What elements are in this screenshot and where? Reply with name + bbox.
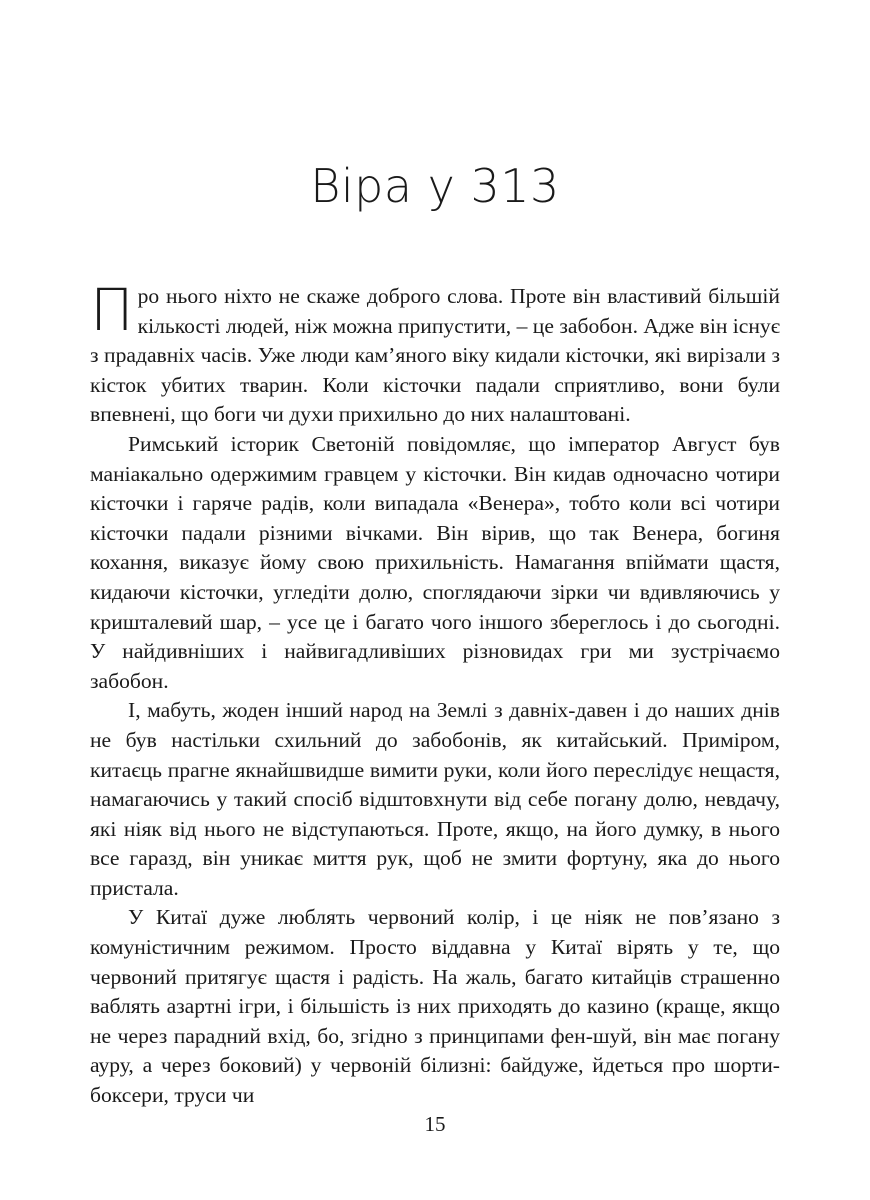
drop-cap: П [90, 276, 134, 344]
paragraph-1-text: ро нього ніхто не скаже доброго слова. Проте він властивий більшій кількості людей, ніж можна припустити, – це забобон. Адже він існує з прадавніх часів. Уже люди кам’яного віку кидали кісточки, які вирізали з кісток убитих тварин. Коли кісточки падали сприятливо, вони були впевнені, що боги чи духи прихильно до них налаштовані. [90, 284, 780, 427]
paragraph-1 [90, 276, 780, 430]
chapter-title: Віра у 313 [310, 159, 560, 213]
paragraph-2: Римський історик Светоній повідомляє, що імператор Август був маніакально одержимим гравцем у кісточки. Він кидав одночасно чотири кісточки і гаряче радів, коли випадала «Венера», тобто коли всі чотири кісточки падали різними вічками. Він вірив, що так Венера, богиня кохання, виказує йому свою прихильність. Намагання впіймати щастя, кидаючи кісточки, угледіти долю, споглядаючи зірки чи вдивляючись у кришталевий шар, – усе це і багато чого іншого збереглось і до сьогодні. У найдивніших і найвигадливіших різновидах гри ми зустрічаємо забобон. [90, 431, 780, 693]
page-number: 15 [424, 1112, 446, 1136]
paragraph-4: У Китаї дуже люблять червоний колір, і це ніяк не пов’язано з комуністичним режимом. Просто віддавна у Китаї вірять у те, що червоний притягує щастя і радість. На жаль, багато китайців страшенно ваблять азартні ігри, і більшість із них приходять до казино (краще, якщо не через парадний вхід, бо, згідно з принципами фен-шуй, він має погану ауру, а через боковий) у червоній білизні: байдуже, йдеться про шорти-боксери, труси чи [90, 905, 780, 1108]
paragraph-3: І, мабуть, жоден інший народ на Землі з давніх-давен і до наших днів не був настільки схильний до забобонів, як китайський. Приміром, китаєць прагне якнайшвидше вимити руки, коли його переслідує нещастя, намагаючись у такий спосіб відштовхнути від себе погану долю, невдачу, які ніяк від нього не відступаються. Проте, якщо, на його думку, в нього все гаразд, він уникає миття рук, щоб не змити фортуну, яка до нього пристала. [90, 698, 780, 900]
body-text [90, 276, 780, 1111]
